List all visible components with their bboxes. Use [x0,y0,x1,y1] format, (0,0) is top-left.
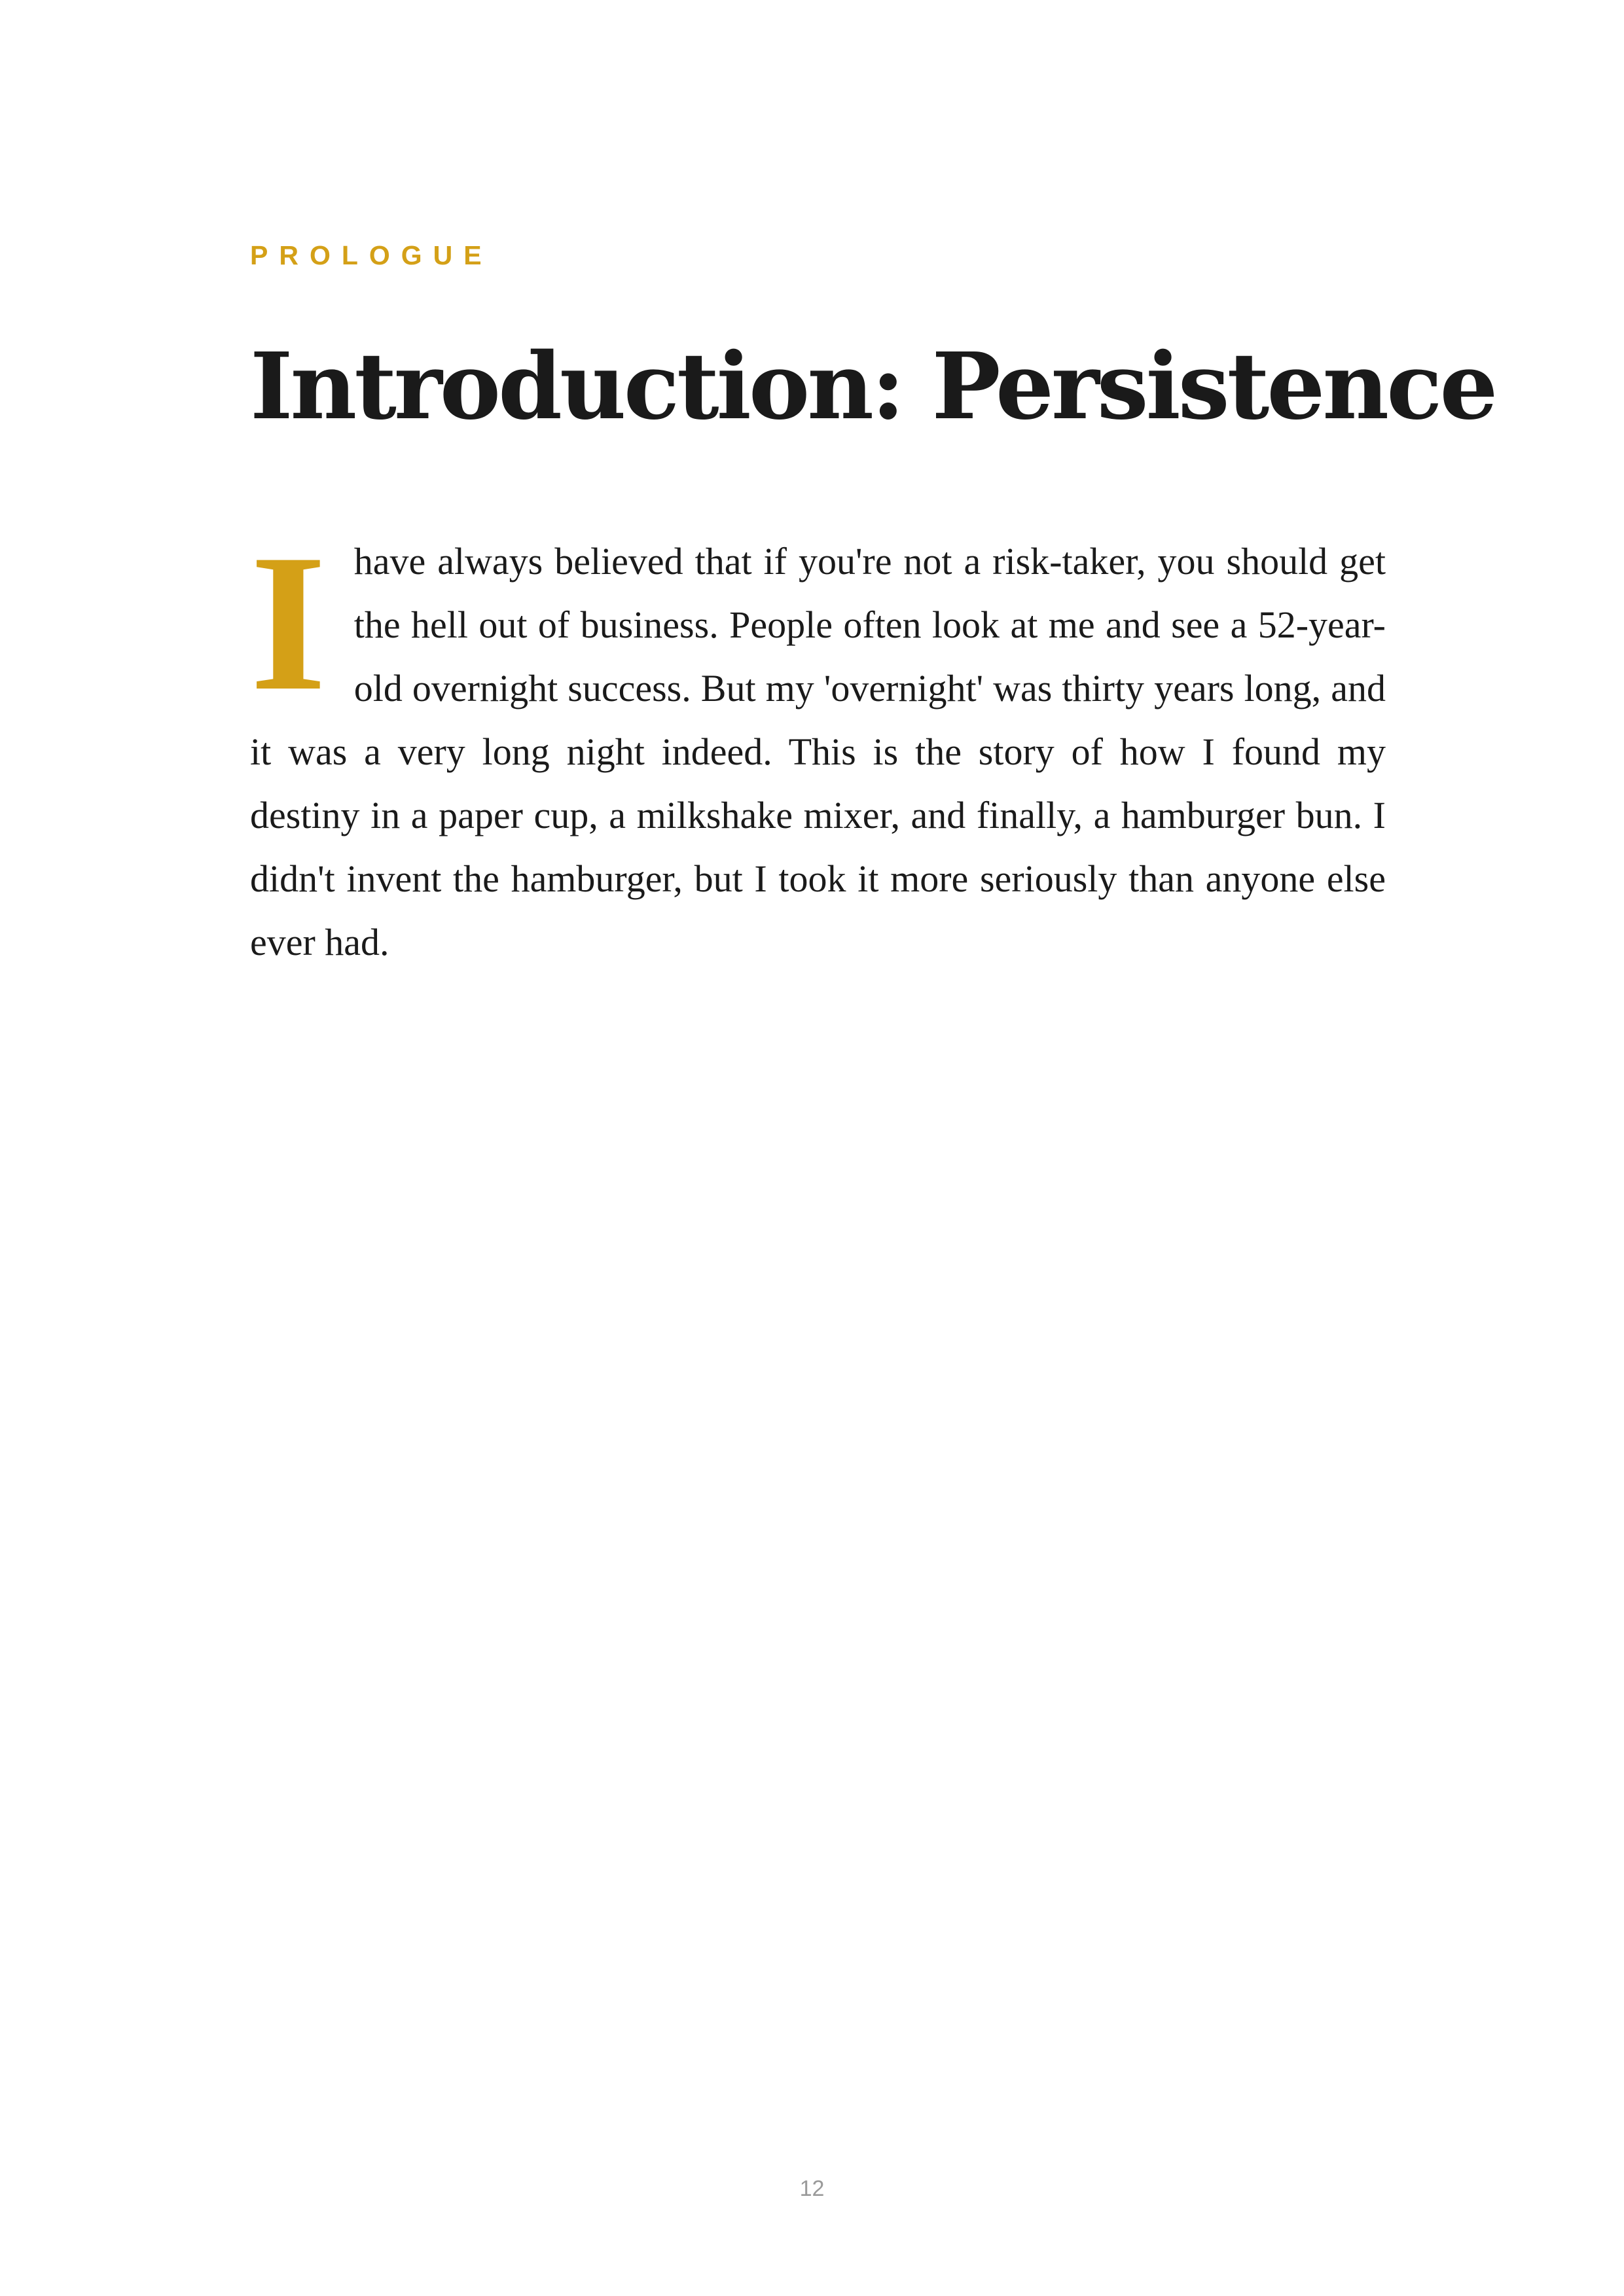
chapter-kicker: PROLOGUE [250,240,493,270]
drop-cap: I [250,514,327,731]
body-paragraph [250,514,1386,974]
page-number: 12 [799,2176,825,2201]
body-paragraph-text: have always believed that if you're not a risk-taker, you should get the hell out of business. People often look at me and see a 52-year-old overnight success. But my 'overnight' was thirty years long, and it was a very long night indeed. This is the story of how I found my destiny in a paper cup, a milkshake mixer, and finally, a hamburger bun. I didn't invent the hamburger, but I took it more seriously than anyone else ever had. [250,540,1386,963]
chapter-title: Introduction: Persistence [250,333,1496,440]
chapter-content [250,240,1496,974]
